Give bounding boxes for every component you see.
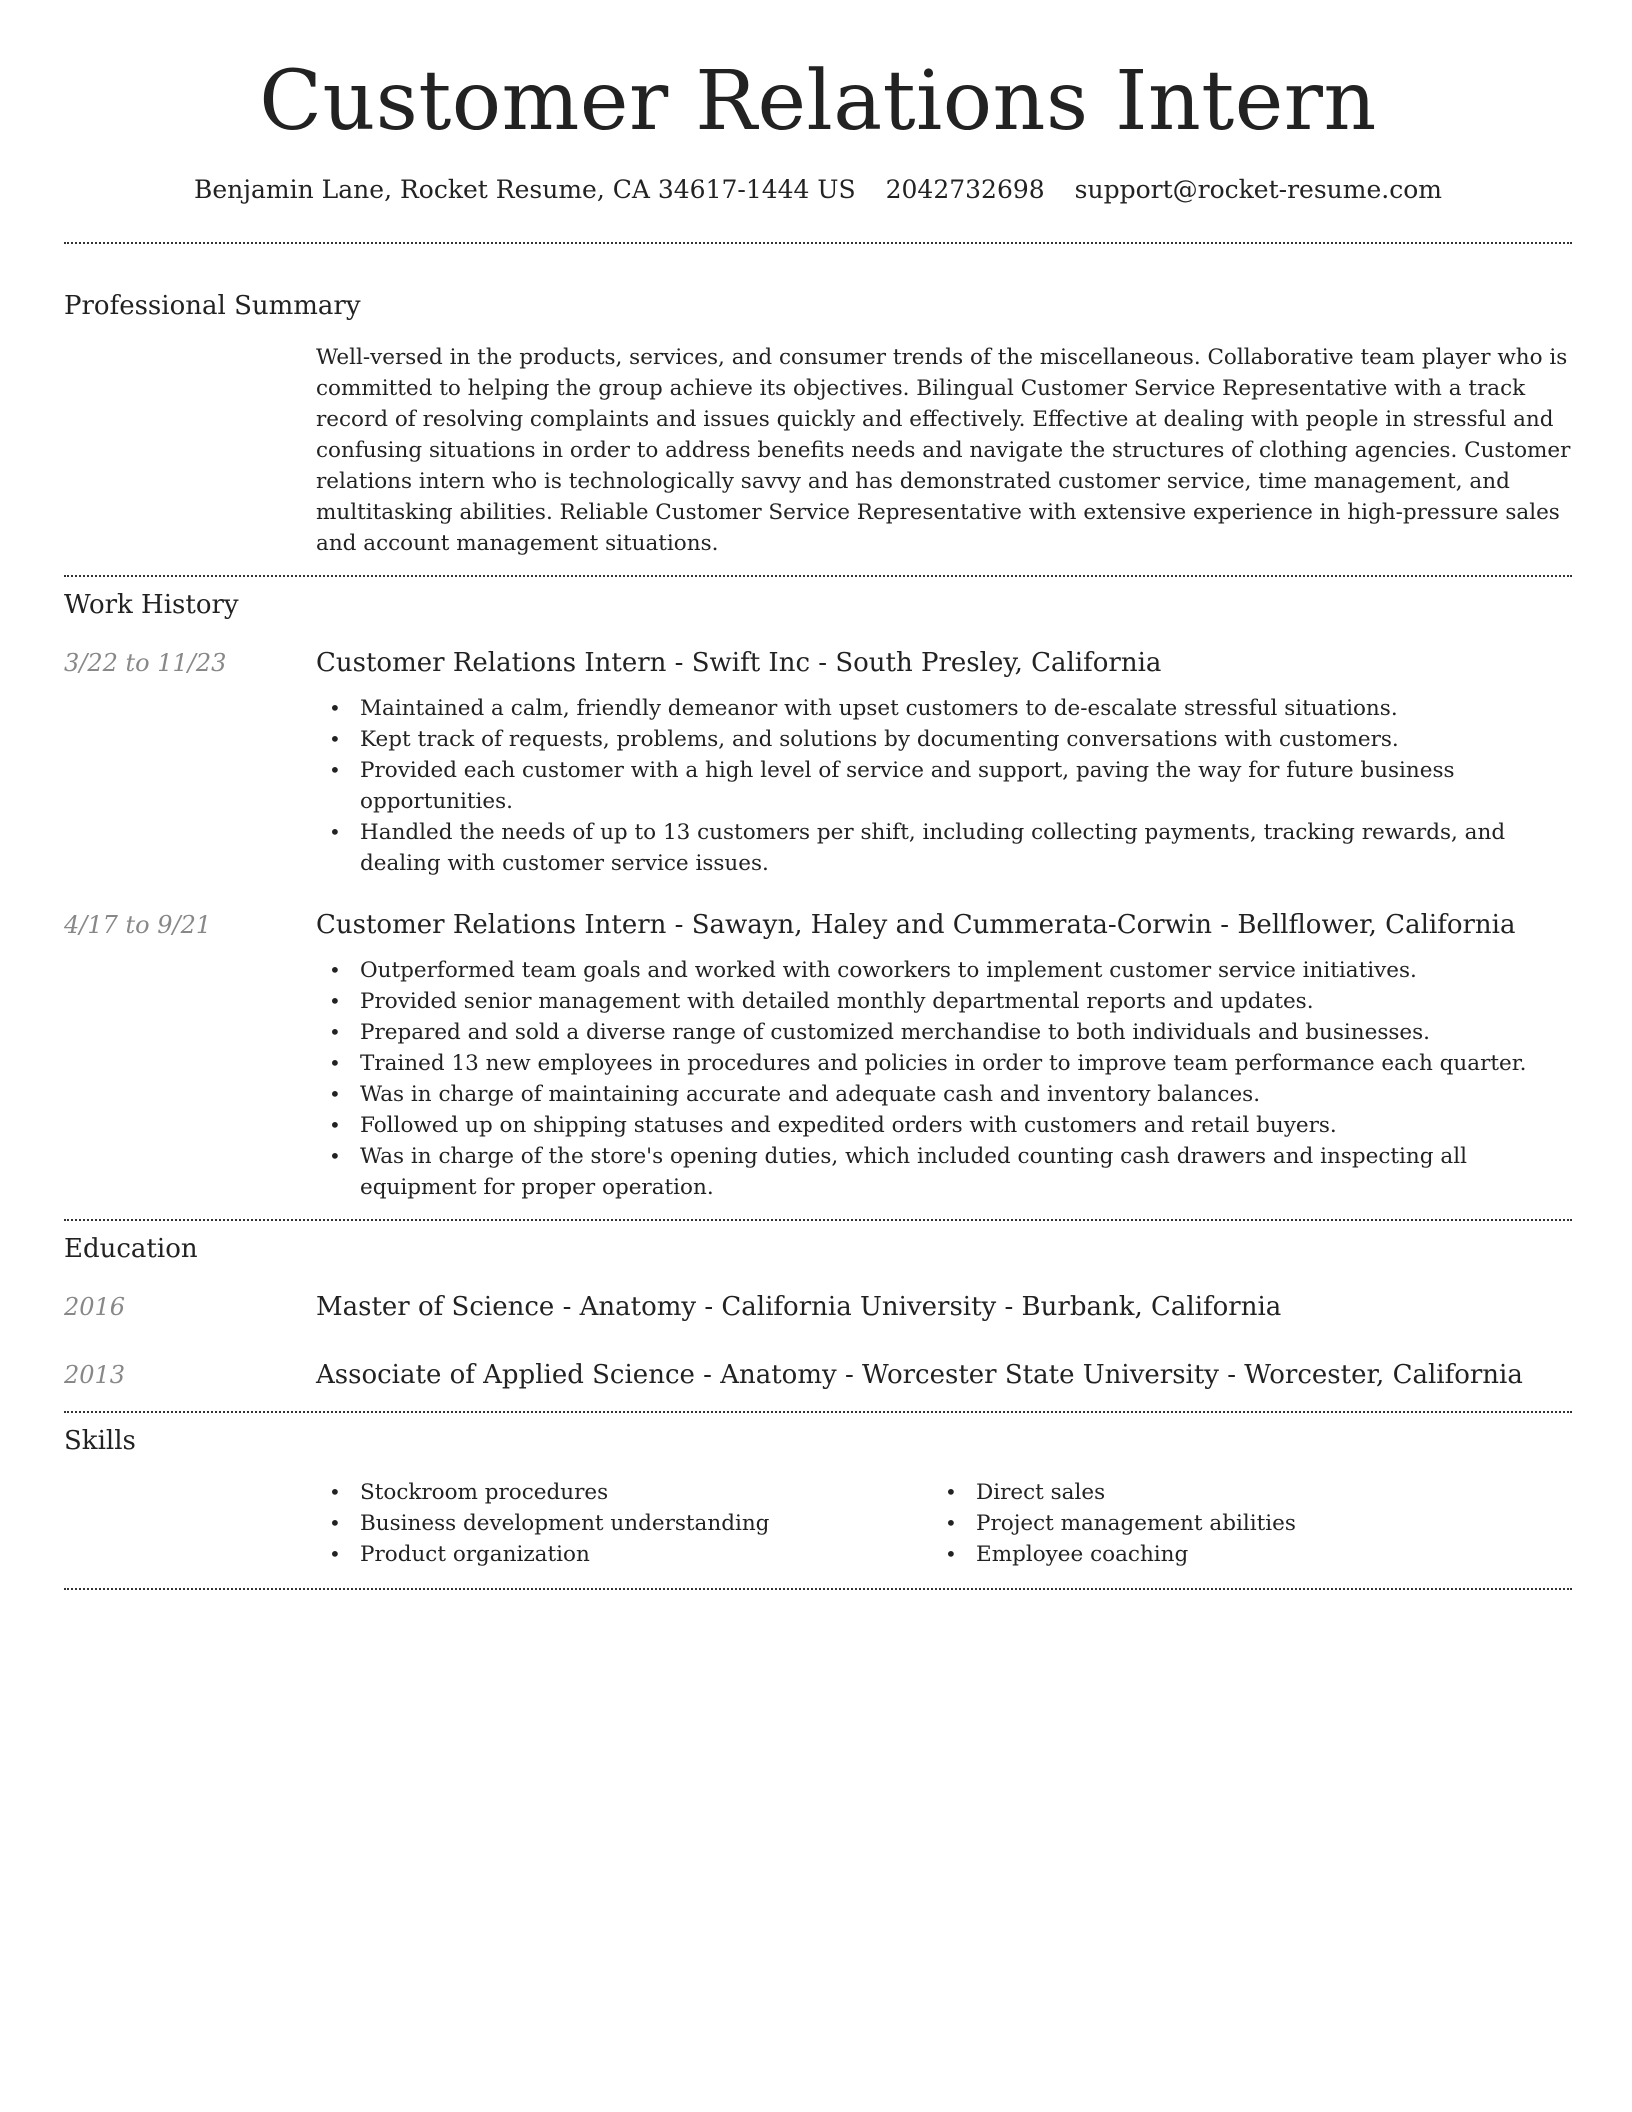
section-title-education: Education: [64, 1234, 198, 1264]
education-degree: Associate of Applied Science - Anatomy: [316, 1360, 837, 1390]
job-body: [316, 645, 1572, 879]
education-year: 2013: [64, 1361, 126, 1389]
job-body: [316, 907, 1572, 1203]
contact-phone: 2042732698: [885, 175, 1045, 204]
skill-item: • Project management abilities: [932, 1508, 1548, 1539]
job-role: Customer Relations Intern: [316, 648, 667, 678]
summary-text: Well-versed in the products, services, and consumer trends of the miscellaneous. Collaborative team player who is committed to helping the group achieve its objectives. Bilingual Customer Service Representative with a track record of resolving complaints and issues quickly and effectively. Effective at dealing with people in stressful and confusing situations in order to address benefits needs and navigate the structures of clothing agencies. Customer relations intern who is technologically savvy and has demonstrated customer service, time management, and multitasking abilities. Reliable Customer Service Representative with extensive experience in high-pressure sales and account management situations.: [316, 345, 1571, 556]
list-item: • Trained 13 new employees in procedures and policies in order to improve team performance each quarter.: [316, 1048, 1572, 1079]
education-entry: [64, 1289, 1572, 1325]
resume-title: Customer Relations Intern: [259, 54, 1377, 149]
skills-lists: [316, 1477, 1572, 1570]
skill-item: • Business development understanding: [316, 1508, 932, 1539]
divider: [64, 1411, 1572, 1413]
skills-left-column: [64, 1477, 316, 1570]
list-item: • Kept track of requests, problems, and solutions by documenting conversations with customers.: [316, 724, 1572, 755]
contact-line: [64, 172, 1572, 208]
skill-item: • Direct sales: [932, 1477, 1548, 1508]
divider: [64, 242, 1572, 244]
skill-item: • Employee coaching: [932, 1539, 1548, 1570]
education-entry: [64, 1357, 1572, 1393]
list-item: • Followed up on shipping statuses and expedited orders with customers and retail buyers.: [316, 1110, 1572, 1141]
resume-page: [64, 0, 1572, 1590]
summary-row: [64, 342, 1572, 559]
job-entry: [64, 907, 1572, 1203]
list-item: • Outperformed team goals and worked with coworkers to implement customer service initiatives.: [316, 955, 1572, 986]
job-bullets: [316, 955, 1572, 1203]
job-entry: [64, 645, 1572, 879]
job-bullets: [316, 693, 1572, 879]
skills-list-right: [932, 1477, 1548, 1570]
skills-list-left: [316, 1477, 932, 1570]
skill-item: • Product organization: [316, 1539, 932, 1570]
divider: [64, 575, 1572, 577]
education-title: [316, 1357, 1572, 1393]
education-year: 2016: [64, 1293, 126, 1321]
contact-address: Benjamin Lane, Rocket Resume, CA 34617-1444 US: [194, 175, 856, 204]
job-title: [316, 907, 1572, 943]
list-item: • Provided senior management with detailed monthly departmental reports and updates.: [316, 986, 1572, 1017]
section-title-skills: Skills: [64, 1426, 136, 1456]
education-details: - California University - Burbank, California: [696, 1292, 1282, 1322]
skills-row: [64, 1477, 1572, 1570]
list-item: • Maintained a calm, friendly demeanor with upset customers to de-escalate stressful situations.: [316, 693, 1572, 724]
job-dates: 4/17 to 9/21: [64, 911, 212, 939]
list-item: • Prepared and sold a diverse range of customized merchandise to both individuals and businesses.: [316, 1017, 1572, 1048]
list-item: • Provided each customer with a high level of service and support, paving the way for future business opportunities.: [316, 755, 1572, 817]
divider: [64, 1219, 1572, 1221]
job-details: - Sawayn, Haley and Cummerata-Corwin - Bellflower, California: [666, 910, 1516, 940]
section-title-summary: Professional Summary: [64, 291, 361, 321]
list-item: • Was in charge of maintaining accurate and adequate cash and inventory balances.: [316, 1079, 1572, 1110]
skill-item: • Stockroom procedures: [316, 1477, 932, 1508]
list-item: • Handled the needs of up to 13 customers per shift, including collecting payments, tracking rewards, and dealing with customer service issues.: [316, 817, 1572, 879]
contact-email: support@rocket-resume.com: [1074, 175, 1442, 204]
list-item: • Was in charge of the store's opening duties, which included counting cash drawers and inspecting all equipment for proper operation.: [316, 1141, 1572, 1203]
job-role: Customer Relations Intern: [316, 910, 667, 940]
job-dates: 3/22 to 11/23: [64, 649, 227, 677]
job-details: - Swift Inc - South Presley, California: [666, 648, 1162, 678]
summary-left-column: [64, 342, 316, 559]
education-title: [316, 1289, 1572, 1325]
education-details: - Worcester State University - Worcester, California: [836, 1360, 1523, 1390]
divider: [64, 1588, 1572, 1590]
section-title-work-history: Work History: [64, 590, 239, 620]
job-title: [316, 645, 1572, 681]
education-degree: Master of Science - Anatomy: [316, 1292, 697, 1322]
